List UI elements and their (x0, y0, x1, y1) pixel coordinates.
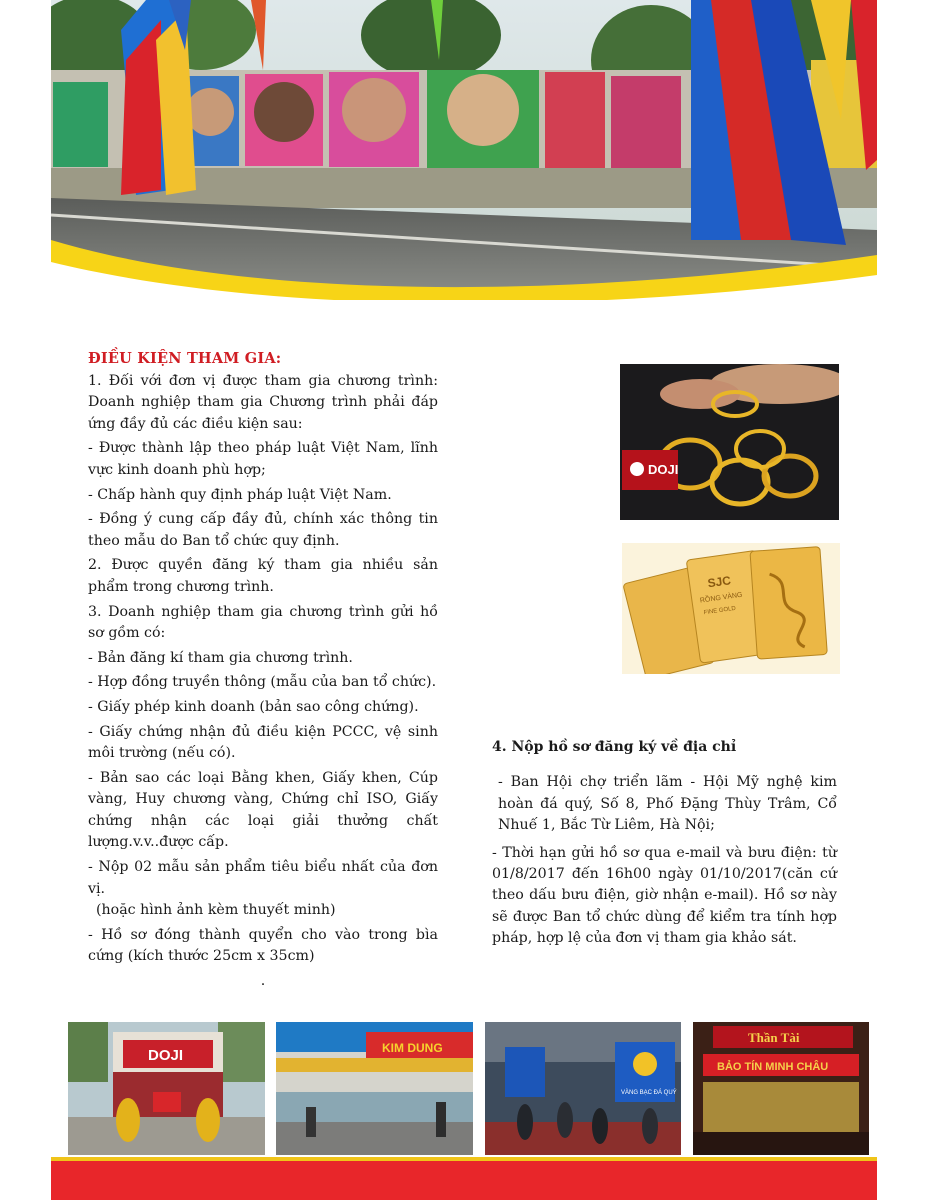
condition-text: - Chấp hành quy định pháp luật Việt Nam. (88, 486, 392, 503)
address-text: - Ban Hội chợ triển lãm - Hội Mỹ nghệ kim hoàn đá quý, Số 8, Phố Đặng Thùy Trâm, Cổ Nhuế 1, Bắc Từ Liêm, Hà Nội; (498, 774, 837, 834)
condition-text: (hoặc hình ảnh kèm thuyết minh) (96, 902, 336, 919)
participation-conditions (88, 348, 438, 996)
store4-top-text: Thần Tài (748, 1030, 800, 1045)
conditions-heading: ĐIỀU KIỆN THAM GIA: (88, 350, 282, 367)
condition-text: - Bản sao các loại Bằng khen, Giấy khen, Cúp vàng, Huy chương vàng, Chứng chỉ ISO, Giấy chứng nhận các loại giải thưởng chất lượng.v.v..được cấp. (88, 769, 438, 851)
condition-text: 3. Doanh nghiệp tham gia chương trình gửi hồ sơ gồm có: (88, 603, 438, 642)
submission-info (492, 737, 837, 956)
store2-sign-text: KIM DUNG (382, 1041, 443, 1055)
submission-heading: 4. Nộp hồ sơ đăng ký về địa chỉ (492, 739, 737, 755)
condition-text: - Nộp 02 mẫu sản phẩm tiêu biểu nhất của đơn vị. (88, 859, 438, 897)
condition-text: - Bản đăng kí tham gia chương trình. (88, 649, 353, 666)
kim-dung-store-photo (276, 1022, 473, 1155)
deadline-text: - Thời hạn gửi hồ sơ qua e-mail và bưu điện: từ 01/8/2017 đến 16h00 ngày 01/10/2017(căn cứ theo dấu bưu điện, giờ nhận e-mail). Hồ sơ này sẽ được Ban tổ chức dùng để kiểm tra tính hợp pháp, hợp lệ của đơn vị tham gia khảo sát. (492, 844, 837, 947)
gold-bar-fine: FINE GOLD (703, 605, 737, 617)
condition-text: - Hợp đồng truyền thông (mẫu của ban tổ chức). (88, 674, 437, 691)
condition-text: 2. Được quyền đăng ký tham gia nhiều sản phẩm trong chương trình. (88, 557, 438, 595)
sjc-brand-text: SJC (706, 573, 732, 591)
expo-booth-photo (485, 1022, 681, 1155)
gold-bars-photo (622, 543, 840, 674)
footer-bar (51, 1157, 877, 1200)
condition-text: - Giấy chứng nhận đủ điều kiện PCCC, vệ sinh môi trường (nếu có). (88, 723, 438, 762)
store1-sign-text: DOJI (148, 1047, 184, 1064)
hero-banner-photo (51, 0, 877, 300)
condition-text: - Giấy phép kinh doanh (bản sao công chứng). (88, 698, 419, 715)
condition-text: . (260, 973, 266, 990)
condition-text: 1. Đối với đơn vị được tham gia chương trình: Doanh nghiệp tham gia Chương trình phải đáp ứng đầy đủ các điều kiện sau: (88, 372, 438, 432)
page-margin (877, 0, 927, 1200)
gold-bar-label: RỒNG VÀNG (699, 591, 743, 605)
condition-text: - Đồng ý cung cấp đầy đủ, chính xác thông tin theo mẫu do Ban tổ chức quy định. (88, 511, 438, 549)
doji-store-photo (68, 1022, 265, 1155)
bao-tin-store-photo (693, 1022, 869, 1155)
store3-sign-text: VÀNG BẠC ĐÁ QUÝ (621, 1090, 677, 1096)
store4-sign-text: BẢO TÍN MINH CHÂU (717, 1061, 829, 1073)
doji-brand-text: DOJI (648, 462, 679, 477)
condition-text: - Hồ sơ đóng thành quyển cho vào trong bìa cứng (kích thước 25cm x 35cm) (88, 926, 438, 965)
gold-bracelets-photo (620, 364, 839, 520)
condition-text: - Được thành lập theo pháp luật Việt Nam, lĩnh vực kinh doanh phù hợp; (88, 440, 438, 478)
